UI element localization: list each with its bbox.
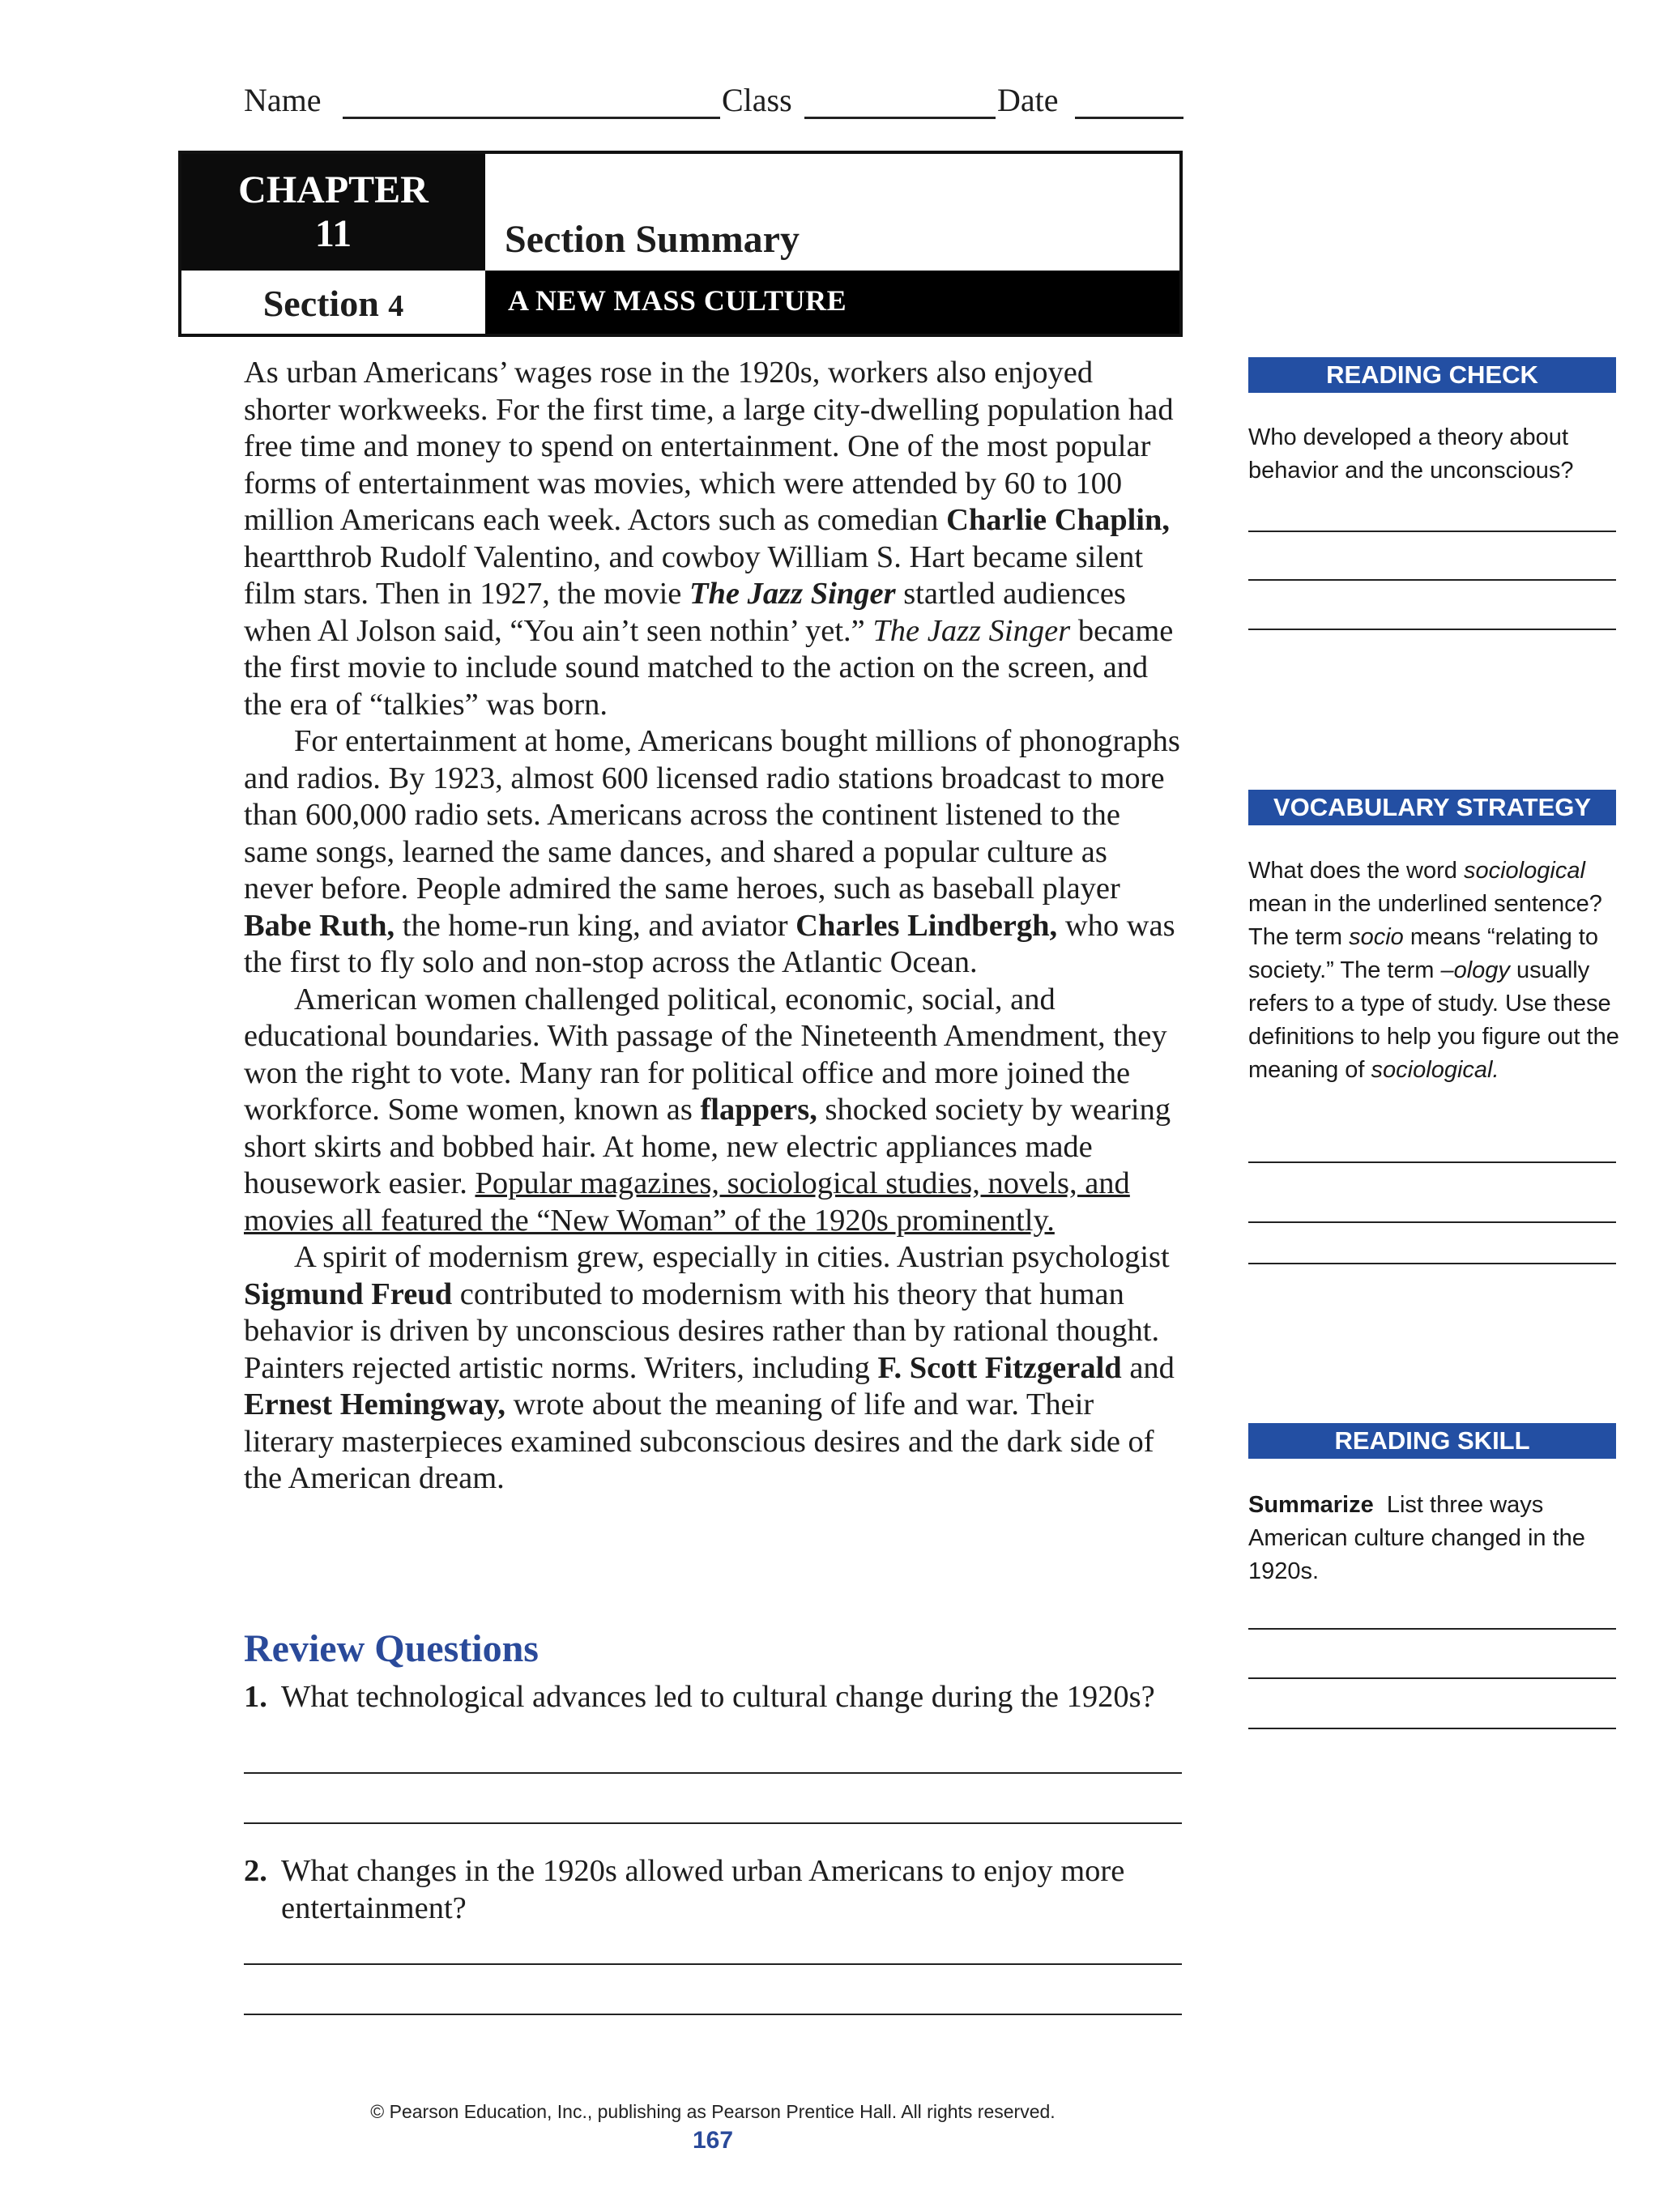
section-label: Section bbox=[262, 283, 379, 324]
answer-line[interactable] bbox=[244, 1963, 1182, 1965]
summary-paragraph bbox=[244, 982, 1183, 1240]
reading-skill-prompt: List three ways American culture changed in the 1920s. bbox=[1248, 1492, 1585, 1584]
text-run: became the first movie to include sound matched to the action on the screen, and the era of “talkies” was born. bbox=[244, 613, 1174, 722]
date-field[interactable] bbox=[1075, 117, 1183, 119]
review-questions-heading: Review Questions bbox=[244, 1627, 539, 1670]
class-field[interactable] bbox=[804, 117, 996, 119]
chapter-block bbox=[181, 154, 485, 271]
section-number: 4 bbox=[388, 289, 404, 323]
bold-term: The Jazz Singer bbox=[689, 577, 896, 611]
answer-line[interactable] bbox=[244, 2014, 1182, 2015]
summary-text bbox=[244, 355, 1183, 1498]
italic-term: sociological bbox=[1463, 858, 1585, 884]
text-run: the home-run king, and aviator bbox=[394, 908, 796, 943]
reading-skill-label: Summarize bbox=[1248, 1492, 1374, 1518]
italic-term: –ology bbox=[1440, 957, 1510, 983]
text-run: and bbox=[1121, 1350, 1175, 1385]
text-run: wrote about the meaning of life and war. Their literary masterpieces examined subconscious desires and the dark side of the American dream. bbox=[244, 1387, 1154, 1495]
section-summary-title: Section Summary bbox=[505, 218, 800, 261]
bold-term: Ernest Hemingway, bbox=[244, 1387, 505, 1421]
answer-line[interactable] bbox=[1248, 1161, 1616, 1163]
student-info-header bbox=[244, 81, 1183, 123]
answer-line[interactable] bbox=[1248, 1728, 1616, 1729]
text-run: American women challenged political, economic, social, and educational boundaries. With passage of the Nineteenth Amendment, they won the right to vote. Many ran for political office and more joined the workforce. Some women, known as bbox=[244, 982, 1167, 1127]
text-run: As urban Americans’ wages rose in the 1920s, workers also enjoyed shorter workweeks. For the first time, a large city-dwelling population had free time and money to spend on entertainment. One of the most popular forms of entertainment was movies, which were attended by 60 to 100 million Americans each week. Actors such as comedian bbox=[244, 356, 1174, 537]
copyright-notice: © Pearson Education, Inc., publishing as Pearson Prentice Hall. All rights reserved. bbox=[370, 2101, 1056, 2122]
text-run: What does the word bbox=[1248, 858, 1464, 884]
vocabulary-strategy-heading: VOCABULARY STRATEGY bbox=[1248, 790, 1616, 825]
reading-skill-text bbox=[1248, 1489, 1621, 1588]
summary-paragraph bbox=[244, 355, 1183, 723]
text-run: who was the first to fly solo and non-stop across the Atlantic Ocean. bbox=[244, 908, 1175, 979]
chapter-header-box bbox=[178, 151, 1183, 337]
italic-term: socio bbox=[1349, 924, 1404, 950]
italic-term: The Jazz Singer bbox=[872, 613, 1071, 648]
text-run: usually refers to a type of study. Use these definitions to help you figure out the meaning of bbox=[1248, 957, 1619, 1083]
underlined-sentence: Popular magazines, sociological studies, novels, and movies all featured the “New Woman” of the 1920s prominently. bbox=[244, 1166, 1130, 1238]
name-field[interactable] bbox=[343, 117, 720, 119]
text-run: shocked society by wearing short skirts and bobbed hair. At home, new electric appliances made housework easier. bbox=[244, 1093, 1171, 1200]
text-run: startled audiences when Al Jolson said, “You ain’t seen nothin’ yet.” bbox=[244, 577, 1126, 648]
text-run: heartthrob Rudolf Valentino, and cowboy William S. Hart became silent film stars. Then in 1927, the movie bbox=[244, 539, 1144, 611]
question-text: What technological advances led to cultural change during the 1920s? bbox=[281, 1680, 1155, 1714]
class-label: Class bbox=[722, 82, 792, 118]
text-run: means “relating to society.” The term bbox=[1248, 924, 1598, 983]
chapter-number: 11 bbox=[314, 212, 352, 255]
question-text: What changes in the 1920s allowed urban Americans to enjoy more entertainment? bbox=[281, 1854, 1125, 1925]
text-run: For entertainment at home, Americans bought millions of phonographs and radios. By 1923, almost 600 licensed radio stations broadcast to more than 600,000 radio sets. Americans across the continent listened to the same songs, learned the same dances, and shared a popular culture as never before. People admired the same heroes, such as baseball player bbox=[244, 724, 1180, 906]
section-block bbox=[181, 271, 485, 334]
answer-line[interactable] bbox=[1248, 579, 1616, 581]
answer-line[interactable] bbox=[1248, 1221, 1616, 1223]
reading-check-text: Who developed a theory about behavior and the unconscious? bbox=[1248, 424, 1574, 484]
answer-line[interactable] bbox=[1248, 629, 1616, 630]
answer-line[interactable] bbox=[1248, 1628, 1616, 1630]
bold-term: Charles Lindbergh, bbox=[795, 908, 1058, 943]
text-run: mean in the underlined sentence? The term bbox=[1248, 891, 1602, 950]
bold-term: Sigmund Freud bbox=[244, 1276, 453, 1311]
answer-line[interactable] bbox=[1248, 531, 1616, 532]
question-number: 1. bbox=[244, 1680, 267, 1714]
reading-check-heading: READING CHECK bbox=[1248, 357, 1616, 393]
question-2 bbox=[244, 1853, 1183, 1927]
bold-term: F. Scott Fitzgerald bbox=[877, 1350, 1122, 1385]
bold-term: Babe Ruth, bbox=[244, 908, 395, 943]
bold-term: Charlie Chaplin, bbox=[946, 503, 1171, 537]
italic-term: sociological. bbox=[1371, 1057, 1499, 1083]
date-label: Date bbox=[997, 82, 1059, 118]
chapter-label: CHAPTER bbox=[238, 168, 429, 211]
summary-paragraph bbox=[244, 723, 1183, 982]
answer-line[interactable] bbox=[244, 1822, 1182, 1824]
answer-line[interactable] bbox=[1248, 1677, 1616, 1679]
answer-line[interactable] bbox=[244, 1772, 1182, 1774]
summary-paragraph bbox=[244, 1239, 1183, 1498]
name-label: Name bbox=[244, 82, 322, 118]
text-run: contributed to modernism with his theory that human behavior is driven by unconscious desires rather than by rational thought. Painters rejected artistic norms. Writers, including bbox=[244, 1276, 1160, 1385]
question-1 bbox=[244, 1679, 1183, 1716]
page-number: 167 bbox=[692, 2127, 734, 2154]
vocabulary-strategy-text bbox=[1248, 855, 1621, 1087]
answer-line[interactable] bbox=[1248, 1263, 1616, 1264]
bold-term: flappers, bbox=[700, 1093, 817, 1127]
reading-skill-heading: READING SKILL bbox=[1248, 1423, 1616, 1459]
section-topic: A NEW MASS CULTURE bbox=[485, 271, 1179, 334]
text-run: A spirit of modernism grew, especially in cities. Austrian psychologist bbox=[294, 1240, 1170, 1274]
question-number: 2. bbox=[244, 1854, 267, 1888]
